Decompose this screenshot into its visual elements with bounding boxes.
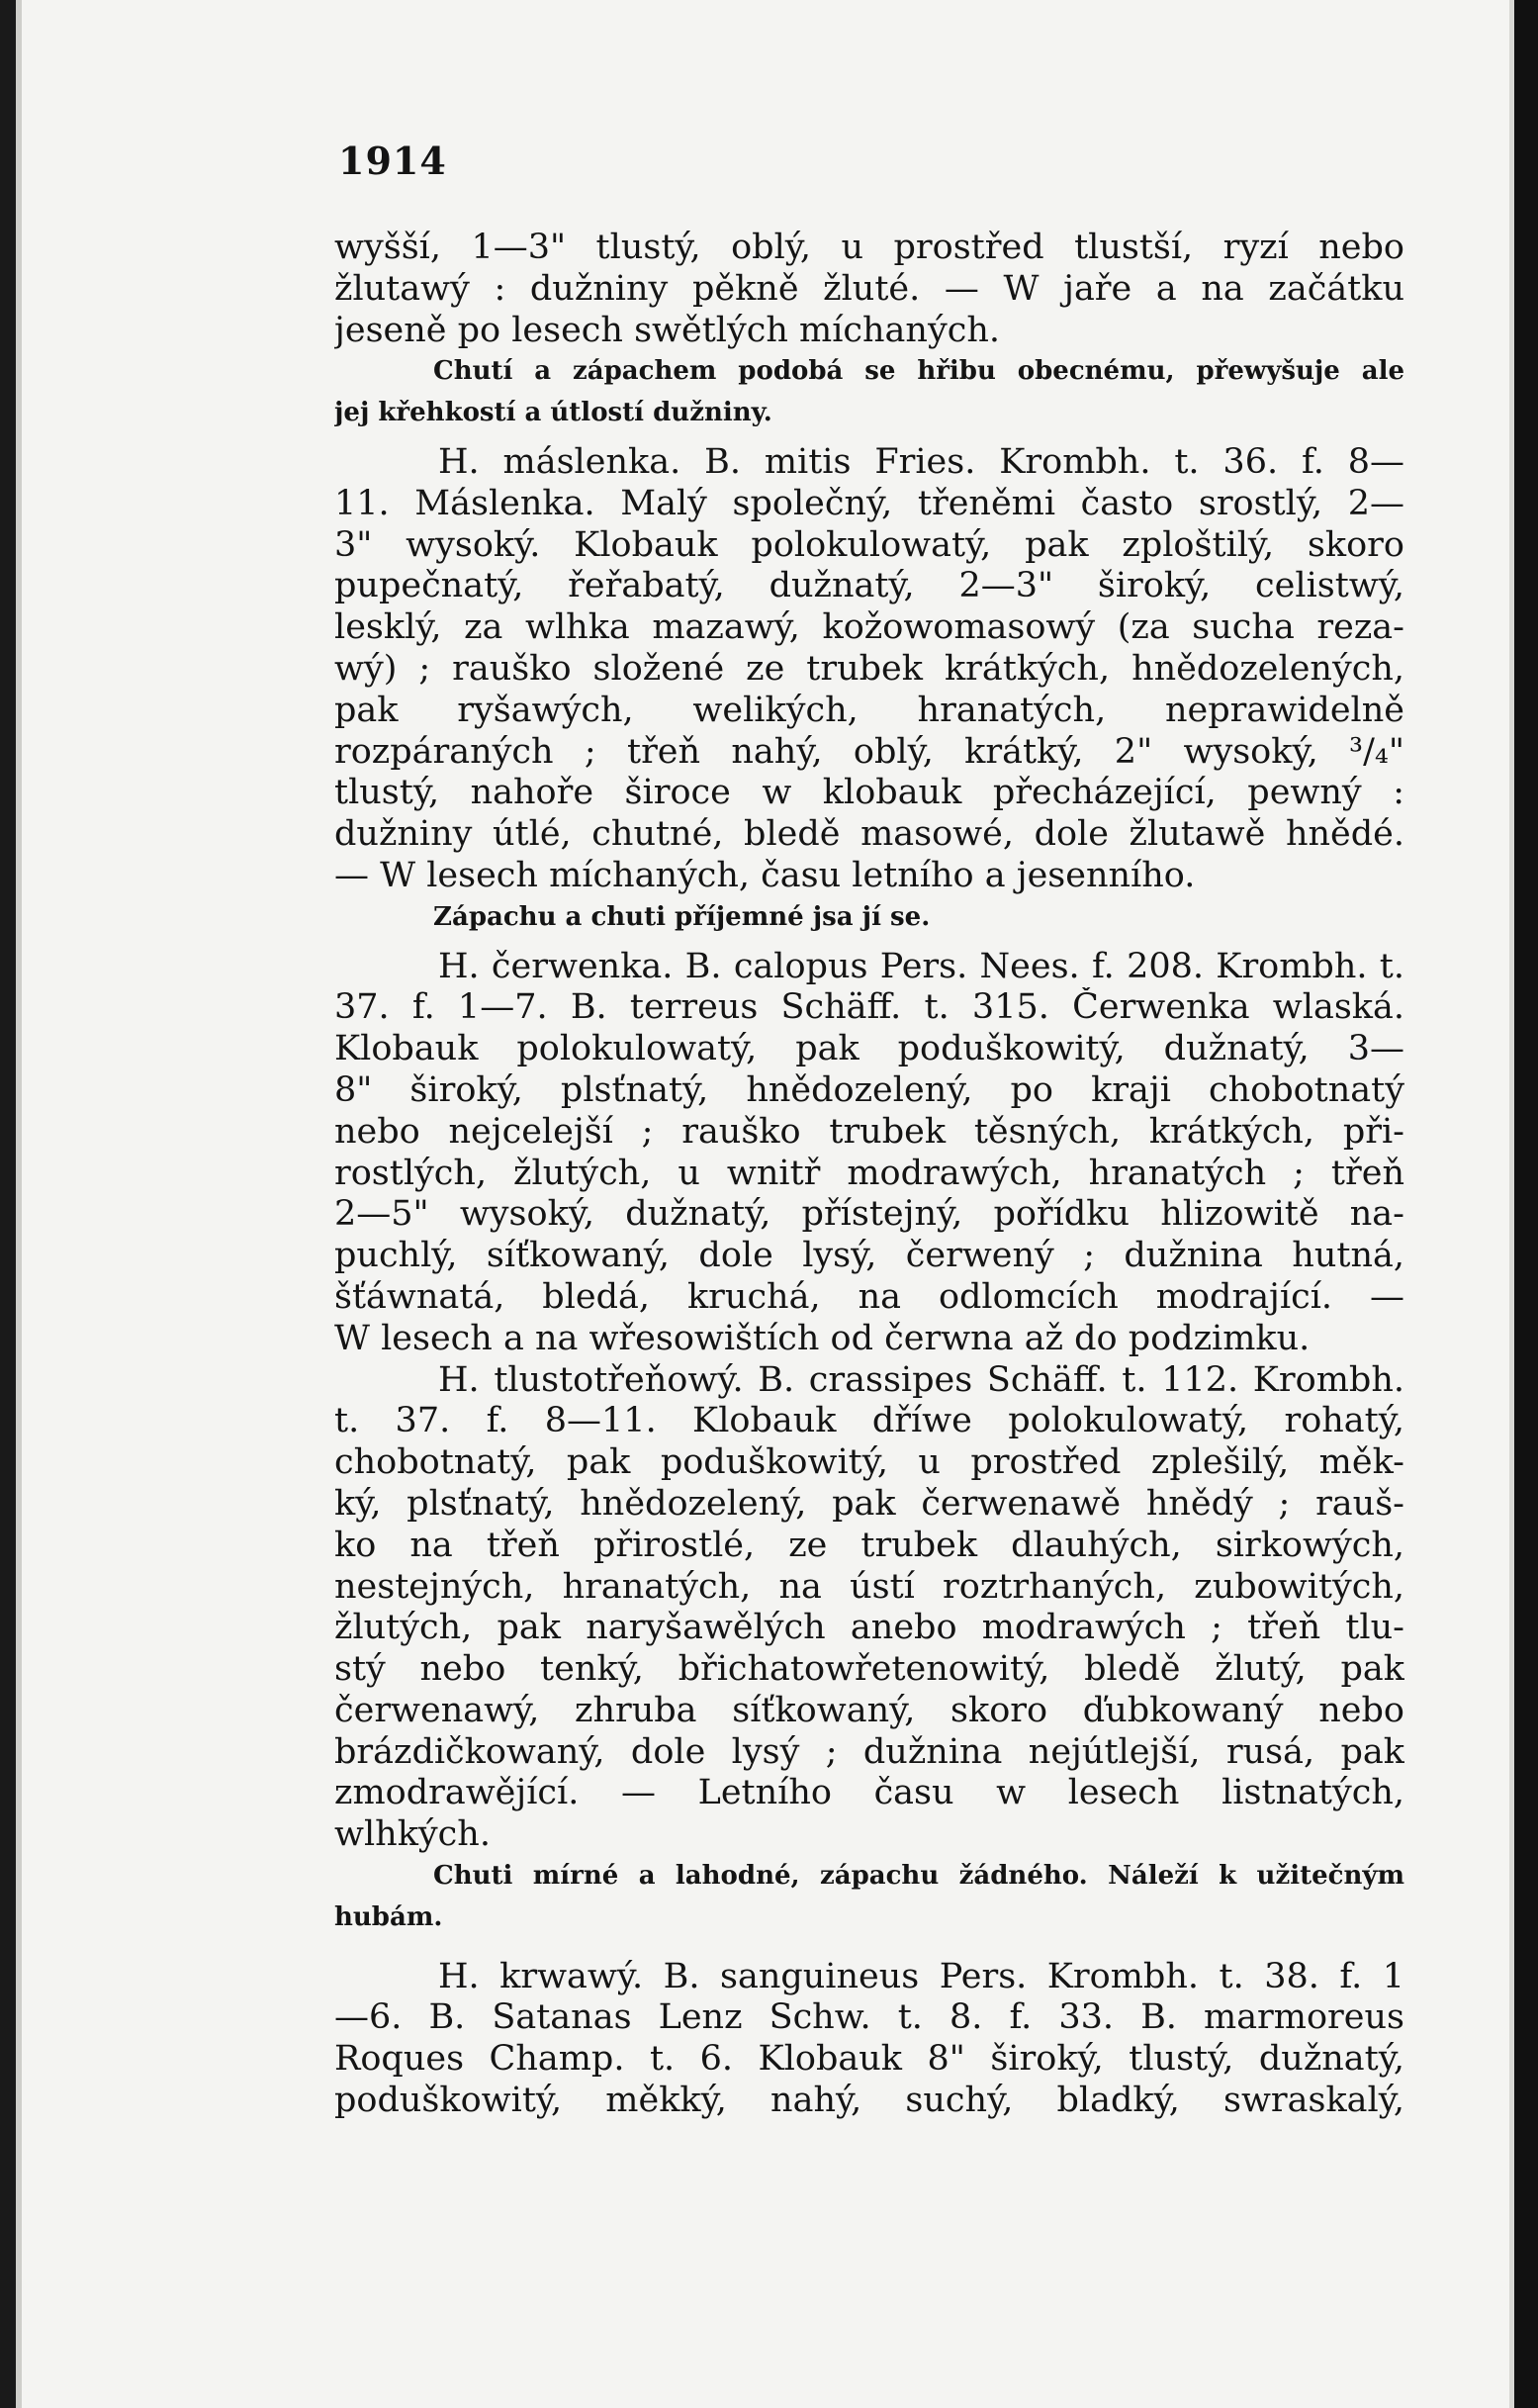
scan-edge-left <box>0 0 16 2408</box>
text-line: ký, plsťnatý, hnědozelený, pak čerwenawě hnědý ; rauš- <box>334 1483 1404 1524</box>
text-line: žlutawý : dužniny pěkně žluté. — W jaře a na začátku <box>334 268 1404 309</box>
text-line-note: hubám. <box>334 1901 443 1932</box>
text-line-note: Chuti mírné a lahodné, zápachu žádného. Náleží k užitečným <box>433 1861 1404 1892</box>
text-line: nestejných, hranatých, na ústí roztrhaných, zubowitých, <box>334 1566 1404 1607</box>
text-line: wyšší, 1—3" tlustý, oblý, u prostřed tlustší, ryzí nebo <box>334 228 1404 267</box>
text-line: 3" wysoký. Klobauk polokulowatý, pak zploštilý, skoro <box>334 524 1404 565</box>
text-line-note: Zápachu a chuti příjemné jsa jí se. <box>433 901 931 932</box>
text-line: brázdičkowaný, dole lysý ; dužnina nejútlejší, rusá, pak <box>334 1731 1404 1772</box>
text-line: 37. f. 1—7. B. terreus Schäff. t. 315. Čerwenka wlaská. <box>334 987 1404 1028</box>
text-line: t. 37. f. 8—11. Klobauk dříwe polokulowatý, rohatý, <box>334 1401 1404 1441</box>
text-line-note: Chutí a zápachem podobá se hřibu obecnému, přewyšuje ale <box>433 356 1404 387</box>
text-line: H. krwawý. B. sanguineus Pers. Krombh. t. 38. f. 1 <box>438 1956 1404 1996</box>
text-line: W lesech a na wřesowištích od čerwna až do podzimku. <box>334 1318 1311 1358</box>
text-line: wlhkých. <box>334 1814 491 1855</box>
text-line: jeseně po lesech swětlých míchaných. <box>334 310 1000 350</box>
text-line: žlutých, pak naryšawělých anebo modrawých ; třeň tlu- <box>334 1608 1404 1648</box>
page-number: 1914 <box>338 139 447 183</box>
text-line: H. tlustotřeňowý. B. crassipes Schäff. t. 112. Krombh. <box>438 1359 1404 1400</box>
text-line-note: jej křehkostí a útlostí dužniny. <box>334 398 772 428</box>
text-line: 11. Máslenka. Malý společný, třeněmi často srostlý, 2— <box>334 483 1404 523</box>
text-line: pak ryšawých, welikých, hranatých, neprawidelně <box>334 690 1404 730</box>
text-line: —6. B. Satanas Lenz Schw. t. 8. f. 33. B. marmoreus <box>334 1997 1404 2038</box>
text-line: dužniny útlé, chutné, bledě masowé, dole žlutawě hnědé. <box>334 814 1404 855</box>
text-line: 2—5" wysoký, dužnatý, přístejný, pořídku hlizowitě na- <box>334 1194 1404 1235</box>
text-line: stý nebo tenký, břichatowřetenowitý, bledě žlutý, pak <box>334 1649 1404 1690</box>
text-line: rostlých, žlutých, u wnitř modrawých, hranatých ; třeň <box>334 1153 1404 1193</box>
text-line: H. čerwenka. B. calopus Pers. Nees. f. 208. Krombh. t. <box>438 946 1404 986</box>
text-line: šťáwnatá, bledá, kruchá, na odlomcích modrající. — <box>334 1276 1404 1317</box>
text-line: čerwenawý, zhruba síťkowaný, skoro ďubkowaný nebo <box>334 1690 1404 1730</box>
text-line: ko na třeň přirostlé, ze trubek dlauhých, sirkowých, <box>334 1525 1404 1565</box>
text-line: wý) ; rauško složené ze trubek krátkých, hnědozelených, <box>334 648 1404 689</box>
text-line: lesklý, za wlhka mazawý, kožowomasowý (za sucha reza- <box>334 607 1404 648</box>
text-line: — W lesech míchaných, času letního a jesenního. <box>334 855 1196 895</box>
text-line: poduškowitý, měkký, nahý, suchý, bladký, swraskalý, <box>334 2081 1404 2121</box>
text-line: zmodrawějící. — Letního času w lesech listnatých, <box>334 1773 1404 1813</box>
text-line: Roques Champ. t. 6. Klobauk 8" široký, tlustý, dužnatý, <box>334 2039 1404 2080</box>
text-line: tlustý, nahoře široce w klobauk přecházející, pewný : <box>334 773 1404 813</box>
text-line: puchlý, síťkowaný, dole lysý, čerwený ; dužnina hutná, <box>334 1236 1404 1276</box>
text-line: H. máslenka. B. mitis Fries. Krombh. t. 36. f. 8— <box>438 441 1404 482</box>
text-line: Klobauk polokulowatý, pak poduškowitý, dužnatý, 3— <box>334 1029 1404 1069</box>
text-line: pupečnatý, řeřabatý, dužnatý, 2—3" široký, celistwý, <box>334 566 1404 606</box>
text-line: nebo nejcelejší ; rauško trubek těsných, krátkých, při- <box>334 1111 1404 1152</box>
scan-edge-right <box>1514 0 1538 2408</box>
text-line: chobotnatý, pak poduškowitý, u prostřed zplešilý, měk- <box>334 1442 1404 1483</box>
page-body <box>334 228 1404 2122</box>
text-line: rozpáraných ; třeň nahý, oblý, krátký, 2" wysoký, ³/₄" <box>334 731 1404 772</box>
text-line: 8" široký, plsťnatý, hnědozelený, po kraji chobotnatý <box>334 1069 1404 1110</box>
scan-edge-left-shadow <box>16 0 22 2408</box>
